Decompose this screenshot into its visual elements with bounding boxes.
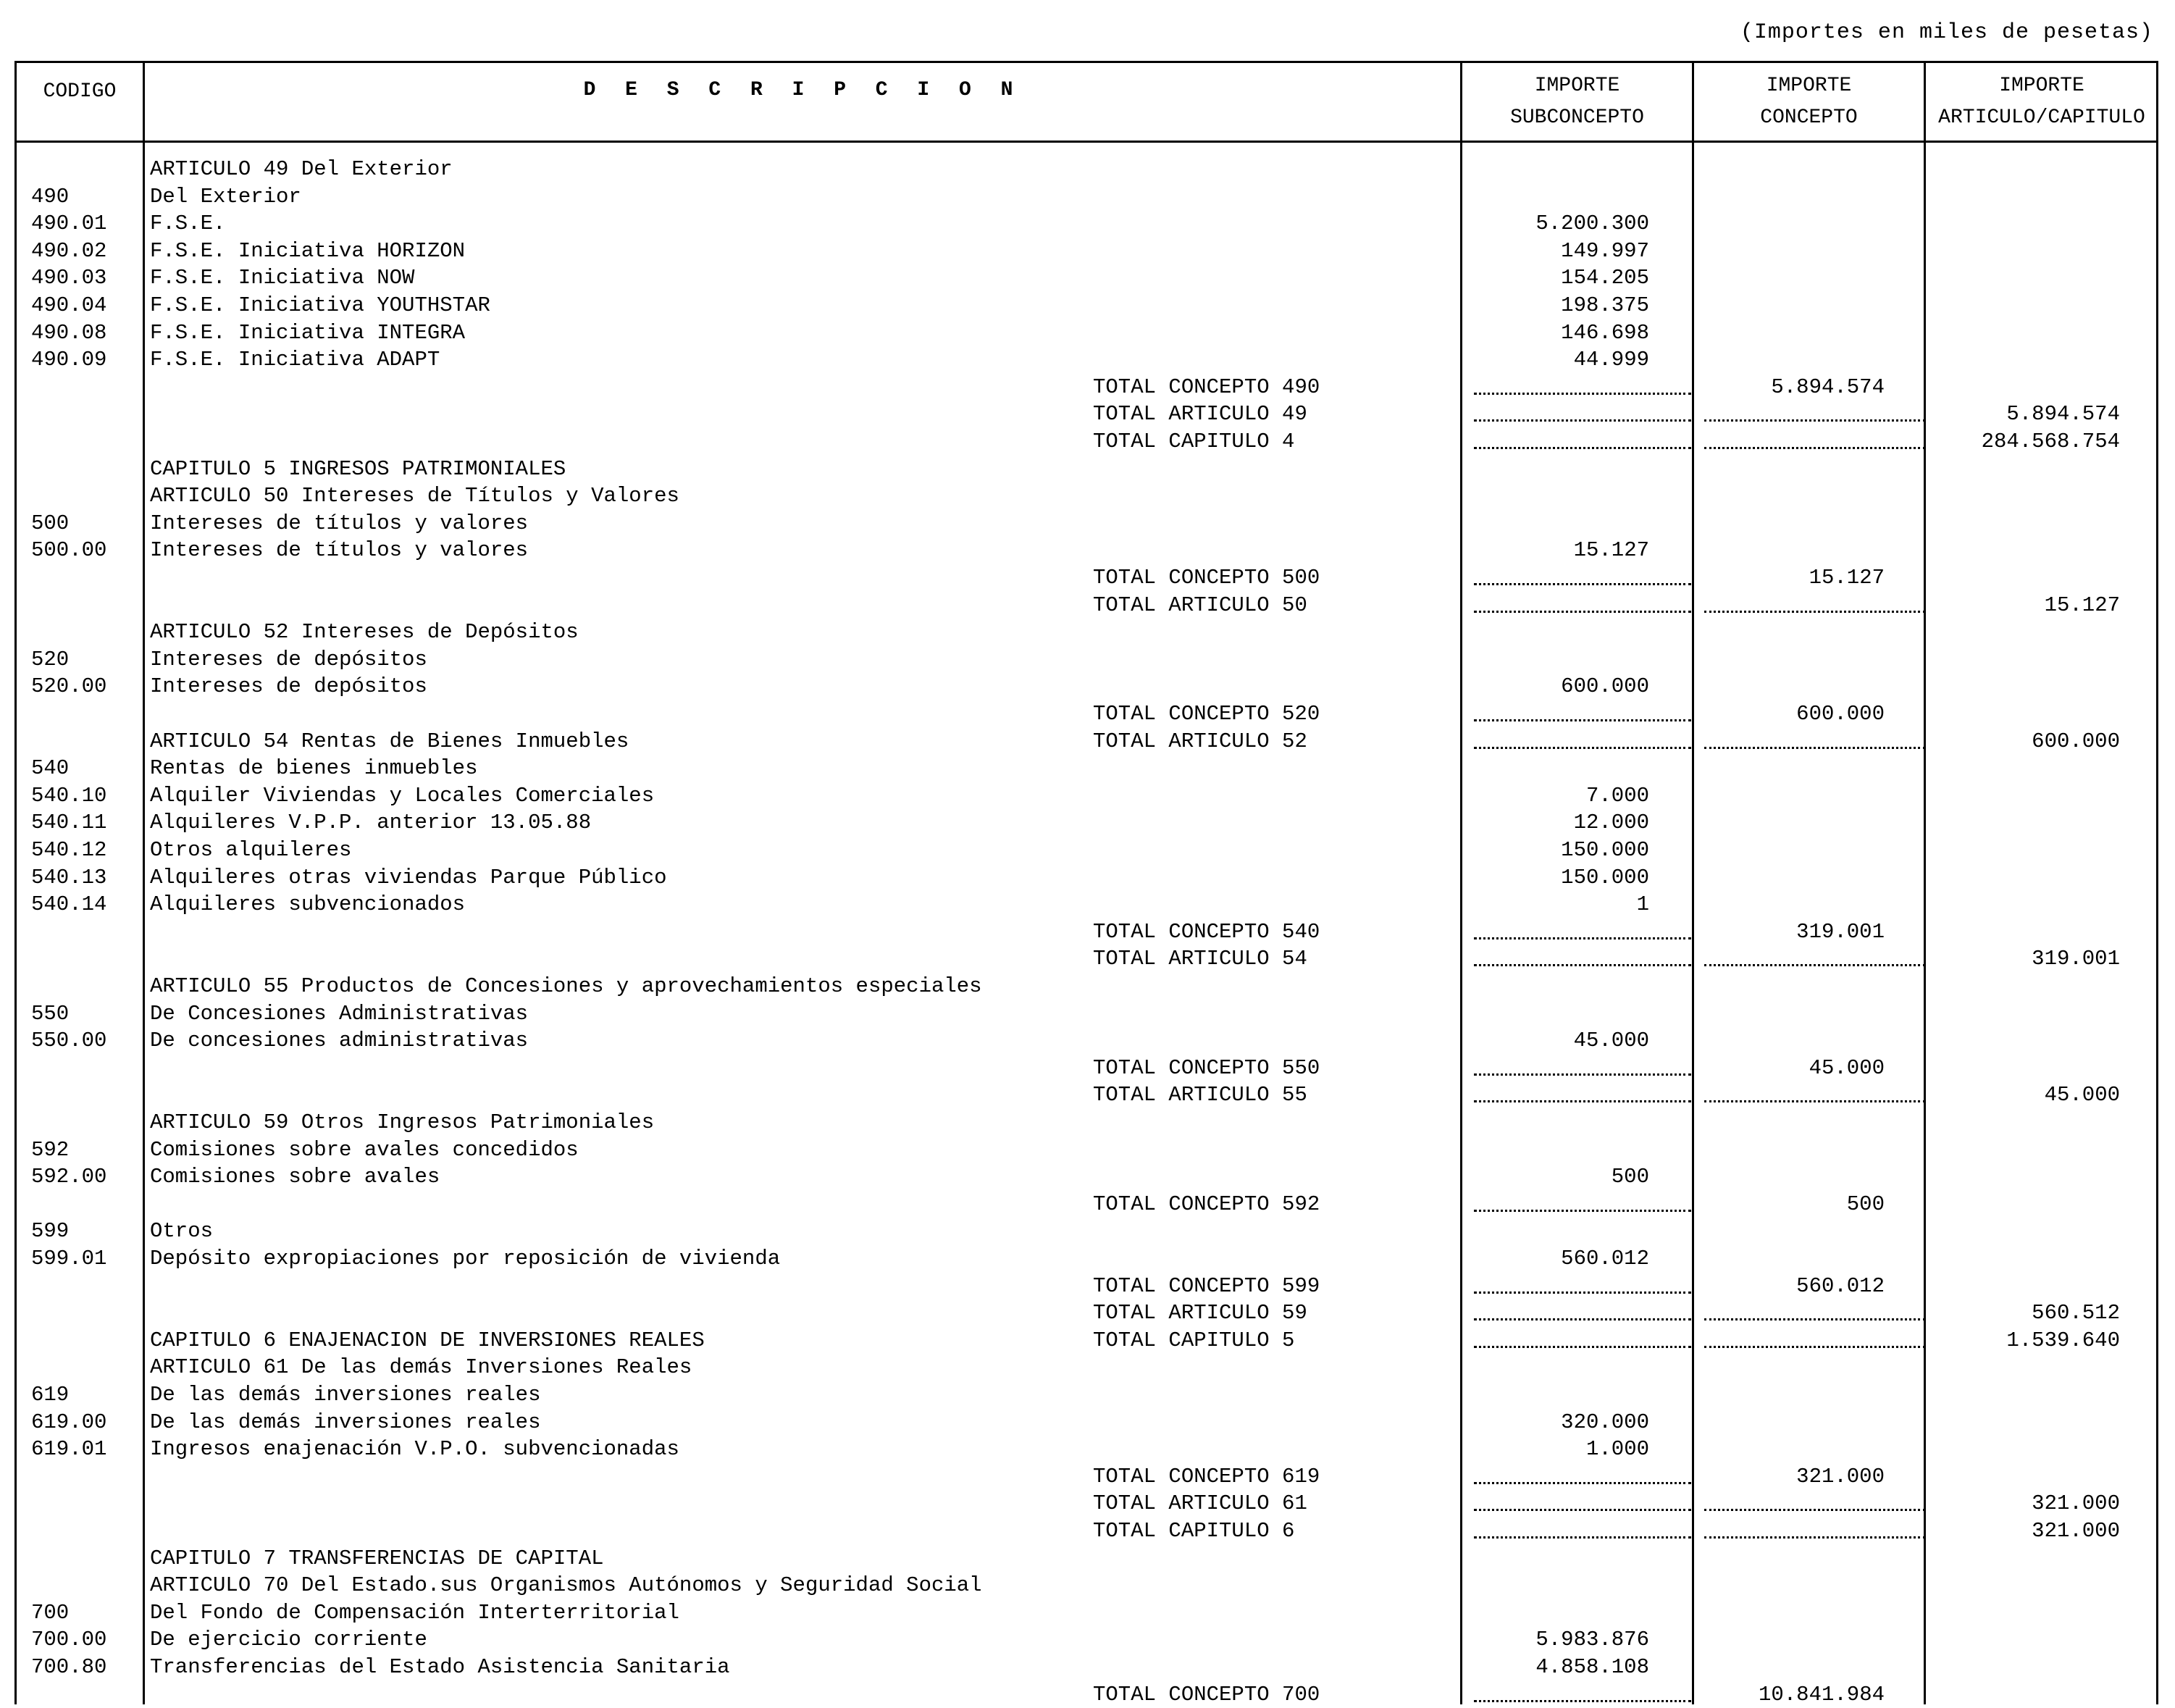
row-code: 592: [31, 1137, 70, 1162]
row-code: 700: [31, 1600, 70, 1625]
total-row: [17, 428, 2156, 455]
amount-subconcepto: 5.200.300: [1535, 212, 1649, 236]
row-code: 490.02: [31, 238, 107, 263]
row-description: ARTICULO 52 Intereses de Depósitos: [150, 620, 579, 645]
table-row: [17, 264, 2156, 291]
row-code: 520.00: [31, 674, 107, 699]
total-row: [17, 1490, 2156, 1517]
row-description: Intereses de títulos y valores: [150, 511, 529, 535]
row-description: Alquileres V.P.P. anterior 13.05.88: [150, 811, 592, 835]
total-label: TOTAL ARTICULO 61: [1093, 1491, 1307, 1516]
amount-subconcepto: 149.997: [1561, 238, 1649, 263]
total-row: [17, 1273, 2156, 1299]
table-row: [17, 837, 2156, 863]
table-row: [17, 755, 2156, 782]
row-description: Comisiones sobre avales: [150, 1165, 440, 1189]
table-row: [17, 1000, 2156, 1027]
dotted-leader: [1474, 964, 1691, 966]
row-code: 490: [31, 184, 70, 209]
amount-subconcepto: 150.000: [1561, 865, 1649, 889]
row-description: De ejercicio corriente: [150, 1628, 427, 1652]
dotted-leader: [1474, 1700, 1691, 1702]
total-label: TOTAL ARTICULO 50: [1093, 593, 1307, 617]
dotted-leader: [1474, 937, 1691, 939]
total-row: [17, 1299, 2156, 1326]
amount-articulo-capitulo: 560.512: [2032, 1301, 2120, 1326]
row-description: F.S.E. Iniciativa INTEGRA: [150, 320, 466, 345]
dotted-leader: [1474, 1536, 1691, 1539]
row-code: 700.80: [31, 1655, 107, 1679]
table-row: [17, 1245, 2156, 1272]
amount-subconcepto: 5.983.876: [1535, 1628, 1649, 1652]
table-row: [17, 619, 2156, 645]
dotted-leader: [1704, 747, 1925, 749]
table-row: [17, 728, 2156, 755]
dotted-leader: [1704, 1509, 1925, 1511]
row-code: 540.12: [31, 838, 107, 862]
table-row: [17, 1354, 2156, 1381]
row-code: 700.00: [31, 1628, 107, 1652]
amount-concepto: 10.841.984: [1758, 1682, 1885, 1707]
amount-subconcepto: 154.205: [1561, 266, 1649, 290]
table-row: [17, 1599, 2156, 1626]
row-description: ARTICULO 49 Del Exterior: [150, 157, 453, 181]
dotted-leader: [1704, 1536, 1925, 1539]
amount-articulo-capitulo: 15.127: [2044, 593, 2120, 617]
amount-concepto: 45.000: [1809, 1055, 1885, 1080]
dotted-leader: [1474, 1073, 1691, 1076]
dotted-leader: [1474, 611, 1691, 613]
dotted-leader: [1704, 447, 1925, 449]
dotted-leader: [1704, 419, 1925, 422]
total-label: TOTAL CONCEPTO 619: [1093, 1464, 1320, 1489]
row-description: Comisiones sobre avales concedidos: [150, 1137, 579, 1162]
table-row: [17, 973, 2156, 1000]
total-label: TOTAL CONCEPTO 700: [1093, 1682, 1320, 1707]
amount-articulo-capitulo: 600.000: [2032, 729, 2120, 753]
row-description: Rentas de bienes inmuebles: [150, 756, 478, 781]
total-row: [17, 918, 2156, 945]
table-row: [17, 1218, 2156, 1244]
row-code: 500: [31, 511, 70, 535]
table-row: [17, 537, 2156, 564]
amount-subconcepto: 1.000: [1585, 1437, 1649, 1462]
row-code: 540.13: [31, 865, 107, 889]
total-label: TOTAL CONCEPTO 592: [1093, 1192, 1320, 1216]
total-row: [17, 374, 2156, 401]
row-code: 520: [31, 647, 70, 671]
table-row: [17, 1027, 2156, 1054]
dotted-leader: [1474, 719, 1691, 721]
row-code: 490.03: [31, 266, 107, 290]
table-row: [17, 319, 2156, 346]
amount-subconcepto: 44.999: [1573, 348, 1649, 372]
row-description: ARTICULO 59 Otros Ingresos Patrimoniales: [150, 1110, 655, 1134]
row-description: CAPITULO 7 TRANSFERENCIAS DE CAPITAL: [150, 1546, 604, 1570]
dotted-leader: [1474, 1482, 1691, 1484]
row-description: De Concesiones Administrativas: [150, 1001, 529, 1026]
row-description: F.S.E. Iniciativa HORIZON: [150, 238, 466, 263]
amount-subconcepto: 198.375: [1561, 293, 1649, 317]
header-importe-articulo-capitulo: IMPORTE ARTICULO/CAPITULO: [1938, 74, 2145, 129]
table-row: [17, 1572, 2156, 1599]
row-description: Intereses de depósitos: [150, 647, 427, 671]
table-row: [17, 782, 2156, 809]
total-label: TOTAL CONCEPTO 540: [1093, 919, 1320, 944]
amount-concepto: 600.000: [1796, 702, 1885, 726]
row-description: Del Fondo de Compensación Interterritorial: [150, 1600, 679, 1625]
amount-subconcepto: 150.000: [1561, 838, 1649, 862]
dotted-leader: [1474, 419, 1691, 422]
table-row: [17, 292, 2156, 319]
total-row: [17, 564, 2156, 591]
total-label: TOTAL ARTICULO 52: [1093, 729, 1307, 753]
dotted-leader: [1474, 1292, 1691, 1294]
table-row: [17, 809, 2156, 836]
total-label: TOTAL CONCEPTO 550: [1093, 1055, 1320, 1080]
table-row: [17, 1109, 2156, 1136]
amount-subconcepto: 500: [1611, 1165, 1649, 1189]
total-row: [17, 1517, 2156, 1544]
amount-articulo-capitulo: 5.894.574: [2006, 402, 2120, 427]
header-codigo: CODIGO: [43, 80, 117, 103]
row-description: Alquiler Viviendas y Locales Comerciales: [150, 783, 655, 808]
total-label: TOTAL ARTICULO 55: [1093, 1083, 1307, 1108]
amount-subconcepto: 12.000: [1573, 811, 1649, 835]
total-label: TOTAL CONCEPTO 599: [1093, 1273, 1320, 1298]
row-code: 599.01: [31, 1247, 107, 1270]
header-importe-subconcepto: IMPORTE SUBCONCEPTO: [1510, 74, 1644, 129]
table-row: [17, 346, 2156, 373]
total-label: TOTAL CONCEPTO 520: [1093, 702, 1320, 726]
row-code: 490.01: [31, 212, 107, 236]
row-code: 619.00: [31, 1410, 107, 1434]
row-description: F.S.E.: [150, 212, 226, 236]
dotted-leader: [1474, 447, 1691, 449]
dotted-leader: [1704, 1318, 1925, 1320]
row-description: ARTICULO 50 Intereses de Títulos y Valores: [150, 484, 679, 508]
row-description: Intereses de títulos y valores: [150, 538, 529, 563]
dotted-leader: [1704, 1346, 1925, 1348]
table-row: [17, 864, 2156, 891]
amount-articulo-capitulo: 321.000: [2032, 1519, 2120, 1543]
row-description: De concesiones administrativas: [150, 1029, 529, 1053]
amount-subconcepto: 320.000: [1561, 1410, 1649, 1434]
row-description: Transferencias del Estado Asistencia Sanitaria: [150, 1655, 730, 1679]
dotted-leader: [1474, 1100, 1691, 1102]
dotted-leader: [1474, 1346, 1691, 1348]
row-code: 500.00: [31, 538, 107, 563]
table-row: [17, 891, 2156, 918]
table-row: [17, 1436, 2156, 1462]
row-description: De las demás inversiones reales: [150, 1410, 541, 1434]
row-code: 490.09: [31, 348, 107, 372]
amount-subconcepto: 1: [1636, 892, 1649, 917]
row-description: Depósito expropiaciones por reposición de vivienda: [150, 1247, 781, 1270]
total-row: [17, 1463, 2156, 1490]
table-row: [17, 1381, 2156, 1408]
row-code: 619: [31, 1383, 70, 1407]
amount-concepto: 560.012: [1796, 1273, 1885, 1298]
amount-concepto: 5.894.574: [1771, 374, 1885, 399]
amount-subconcepto: 15.127: [1573, 538, 1649, 563]
table-row: [17, 210, 2156, 237]
row-code: 540.10: [31, 783, 107, 808]
amount-articulo-capitulo: 319.001: [2032, 947, 2120, 971]
row-description: Alquileres subvencionados: [150, 892, 466, 917]
row-description: De las demás inversiones reales: [150, 1383, 541, 1407]
total-label: TOTAL CAPITULO 6: [1093, 1519, 1295, 1543]
table-row: [17, 183, 2156, 210]
row-code: 550: [31, 1001, 70, 1026]
table-row: [17, 673, 2156, 700]
amount-concepto: 319.001: [1796, 919, 1885, 944]
header-importe-concepto: IMPORTE CONCEPTO: [1760, 74, 1858, 129]
dotted-leader: [1474, 393, 1691, 395]
total-row: [17, 401, 2156, 427]
total-row: [17, 592, 2156, 619]
row-description: CAPITULO 5 INGRESOS PATRIMONIALES: [150, 456, 566, 481]
row-description: ARTICULO 55 Productos de Concesiones y aprovechamientos especiales: [150, 974, 982, 998]
table-row: [17, 1327, 2156, 1354]
table-row: [17, 238, 2156, 264]
total-row: [17, 945, 2156, 972]
row-code: 619.01: [31, 1437, 107, 1462]
dotted-leader: [1474, 1318, 1691, 1320]
row-code: 540.11: [31, 811, 107, 835]
row-code: 599: [31, 1219, 70, 1244]
amount-articulo-capitulo: 45.000: [2044, 1083, 2120, 1108]
amount-subconcepto: 560.012: [1561, 1247, 1649, 1270]
total-row: [17, 1191, 2156, 1218]
row-description: F.S.E. Iniciativa YOUTHSTAR: [150, 293, 490, 317]
table-row: [17, 1626, 2156, 1653]
amount-subconcepto: 146.698: [1561, 320, 1649, 345]
amount-articulo-capitulo: 284.568.754: [1981, 430, 2120, 453]
total-label: TOTAL CONCEPTO 490: [1093, 374, 1320, 399]
row-description: Ingresos enajenación V.P.O. subvencionadas: [150, 1437, 679, 1462]
table-row: [17, 1545, 2156, 1572]
row-code: 490.08: [31, 320, 107, 345]
table-row: [17, 646, 2156, 673]
total-label: TOTAL ARTICULO 54: [1093, 947, 1307, 971]
row-description: ARTICULO 61 De las demás Inversiones Reales: [150, 1355, 692, 1380]
dotted-leader: [1474, 747, 1691, 749]
amount-concepto: 500: [1846, 1192, 1885, 1216]
table-row: [17, 482, 2156, 509]
header-descripcion: D E S C R I P C I O N: [583, 79, 1022, 101]
row-description: Alquileres otras viviendas Parque Público: [150, 865, 667, 889]
amount-articulo-capitulo: 1.539.640: [2006, 1328, 2120, 1352]
row-code: 550.00: [31, 1029, 107, 1053]
total-label: TOTAL CAPITULO 4: [1093, 430, 1295, 453]
row-description: Del Exterior: [150, 184, 301, 209]
header-divider: [17, 141, 2156, 143]
amount-subconcepto: 600.000: [1561, 674, 1649, 699]
amount-articulo-capitulo: 321.000: [2032, 1491, 2120, 1516]
table-row: [17, 1409, 2156, 1436]
amount-concepto: 15.127: [1809, 566, 1885, 590]
total-label: TOTAL CONCEPTO 500: [1093, 566, 1320, 590]
table-row: [17, 1654, 2156, 1680]
row-description: Intereses de depósitos: [150, 674, 427, 699]
total-label: TOTAL ARTICULO 59: [1093, 1301, 1307, 1326]
amount-subconcepto: 4.858.108: [1535, 1655, 1649, 1679]
row-description: ARTICULO 70 Del Estado.sus Organismos Autónomos y Seguridad Social: [150, 1573, 982, 1598]
row-description: F.S.E. Iniciativa ADAPT: [150, 348, 440, 372]
amounts-unit-note: (Importes en miles de pesetas): [1740, 20, 2153, 45]
row-code: 490.04: [31, 293, 107, 317]
row-description: F.S.E. Iniciativa NOW: [150, 266, 415, 290]
total-row: [17, 1055, 2156, 1081]
dotted-leader: [1704, 964, 1925, 966]
row-code: 592.00: [31, 1165, 107, 1189]
table-row: [17, 456, 2156, 482]
total-row: [17, 1681, 2156, 1708]
amount-subconcepto: 45.000: [1573, 1029, 1649, 1053]
row-code: 540: [31, 756, 70, 781]
amount-concepto: 321.000: [1796, 1464, 1885, 1489]
total-label: TOTAL CAPITULO 5: [1093, 1328, 1295, 1352]
amount-subconcepto: 7.000: [1585, 783, 1649, 808]
dotted-leader: [1474, 1210, 1691, 1212]
total-row: [17, 1081, 2156, 1108]
row-description: Otros alquileres: [150, 838, 352, 862]
table-row: [17, 510, 2156, 537]
dotted-leader: [1474, 1509, 1691, 1511]
table-row: [17, 1163, 2156, 1190]
total-row: [17, 700, 2156, 727]
budget-table: [14, 61, 2158, 1707]
row-description: CAPITULO 6 ENAJENACION DE INVERSIONES REALES: [150, 1328, 705, 1352]
table-row: [17, 1136, 2156, 1163]
table-row: [17, 156, 2156, 183]
dotted-leader: [1704, 1100, 1925, 1102]
total-label: TOTAL ARTICULO 49: [1093, 402, 1307, 427]
row-description: ARTICULO 54 Rentas de Bienes Inmuebles: [150, 729, 629, 753]
row-code: 540.14: [31, 892, 107, 917]
row-description: Otros: [150, 1219, 214, 1244]
dotted-leader: [1474, 583, 1691, 585]
dotted-leader: [1704, 611, 1925, 613]
